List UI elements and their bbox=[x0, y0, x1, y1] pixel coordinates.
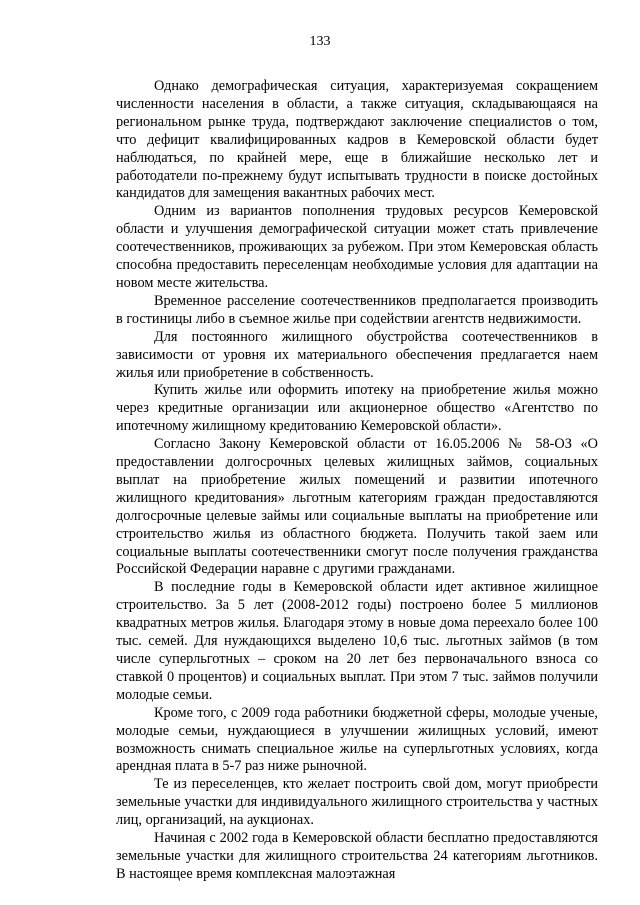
body-text bbox=[116, 78, 598, 884]
page-number: 133 bbox=[309, 34, 331, 49]
paragraph: Для постоянного жилищного обустройства соотечественников в зависимости от уровня их материального обеспечения предлагается наем жилья или приобретение в собственность. bbox=[116, 328, 598, 381]
paragraph: В последние годы в Кемеровской области идет активное жилищное строительство. За 5 лет (2008-2012 годы) построено более 5 миллионов квадратных метров жилья. Благодаря этому в новые дома переехало более 100 тыс. семей. Для нуждающихся выделено 10,6 тыс. льготных займов (в том числе суперльготных – сроком на 20 лет без первоначального взноса со ставкой 0 процентов) и социальных выплат. При этом 7 тыс. займов получили молодые семьи. bbox=[116, 579, 598, 703]
paragraph: Согласно Закону Кемеровской области от 16.05.2006 № 58-ОЗ «О предоставлении долгосрочных целевых жилищных займов, социальных выплат на приобретение жилых помещений и развитии ипотечного жилищного кредитования» льготным категориям граждан предоставляются долгосрочные целевые займы или социальные выплаты на приобретение или строительство жилья из областного бюджета. Получить такой заем или социальные выплаты соотечественники смогут после получения гражданства Российской Федерации наравне с другими гражданами. bbox=[116, 436, 598, 578]
paragraph: Одним из вариантов пополнения трудовых ресурсов Кемеровской области и улучшения демографической ситуации может стать привлечение соотечественников, проживающих за рубежом. При этом Кемеровская область способна предоставить переселенцам необходимые условия для адаптации на новом месте жительства. bbox=[116, 203, 598, 291]
paragraph: Временное расселение соотечественников предполагается производить в гостиницы либо в съемное жилье при содействии агентств недвижимости. bbox=[116, 292, 598, 327]
paragraph: Однако демографическая ситуация, характеризуемая сокращением численности населения в области, а также ситуация, складывающаяся на региональном рынке труда, подтверждают заключение специалистов о том, что дефицит квалифицированных кадров в Кемеровской области будет наблюдаться, по крайней мере, еще в ближайшие несколько лет и работодатели по-прежнему будут испытывать трудности в поиске достойных кандидатов для замещения вакантных рабочих мест. bbox=[116, 78, 598, 202]
paragraph: Купить жилье или оформить ипотеку на приобретение жилья можно через кредитные организации или акционерное общество «Агентство по ипотечному жилищному кредитованию Кемеровской области». bbox=[116, 382, 598, 435]
paragraph: Начиная с 2002 года в Кемеровской области бесплатно предоставляются земельные участки для жилищного строительства 24 категориям льготников. В настоящее время комплексная малоэтажная bbox=[116, 830, 598, 882]
paragraph: Кроме того, с 2009 года работники бюджетной сферы, молодые ученые, молодые семьи, нуждающиеся в улучшении жилищных условий, имеют возможность снимать специальное жилье на суперльготных условиях, когда арендная плата в 5-7 раз ниже рыночной. bbox=[116, 704, 598, 775]
paragraph: Те из переселенцев, кто желает построить свой дом, могут приобрести земельные участки для индивидуального жилищного строительства у частных лиц, организаций, на аукционах. bbox=[116, 776, 598, 829]
